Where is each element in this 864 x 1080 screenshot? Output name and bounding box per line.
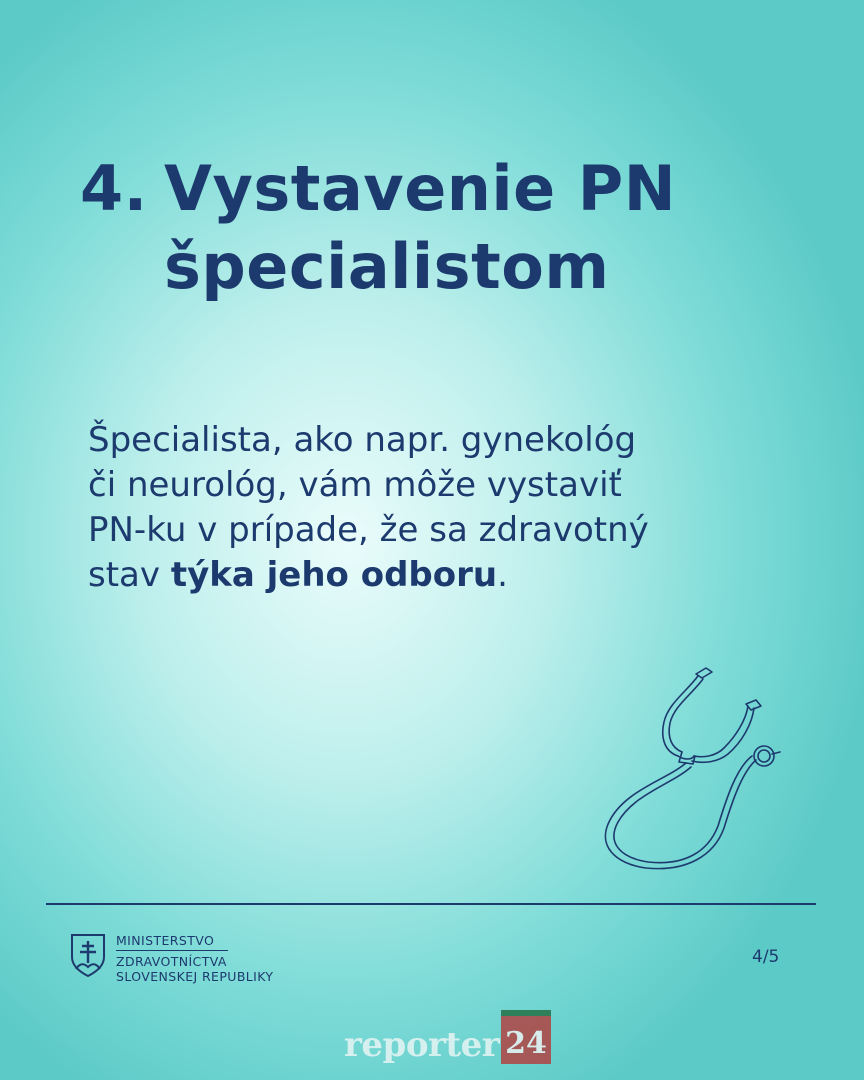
- slovak-coat-of-arms-icon: [70, 933, 106, 977]
- slide-title-line1: 4. Vystavenie PN: [80, 150, 800, 228]
- emphasis-text: týka jeho odboru: [170, 555, 498, 595]
- slide-title-line2: špecialistom: [164, 230, 610, 303]
- stethoscope-icon: [596, 660, 796, 880]
- footer-divider: [46, 903, 816, 905]
- page-counter: 4/5: [752, 947, 780, 967]
- slide-title: [80, 150, 800, 306]
- body-line: stav týka jeho odboru.: [88, 555, 508, 595]
- watermark-number: 24: [501, 1010, 551, 1064]
- body-paragraph: [88, 418, 808, 598]
- body-line: či neurológ, vám môže vystaviť: [88, 465, 622, 505]
- ministry-logo: [70, 933, 273, 984]
- ministry-name: MINISTERSTVO ZDRAVOTNÍCTVA SLOVENSKEJ REPUBLIKY: [116, 933, 274, 984]
- reporter24-watermark: [344, 1010, 551, 1064]
- body-line: Špecialista, ako napr. gynekológ: [88, 420, 637, 460]
- watermark-word: reporter: [344, 1025, 500, 1065]
- slide-number: 4.: [80, 152, 148, 225]
- body-line: PN-ku v prípade, že sa zdravotný: [88, 510, 649, 550]
